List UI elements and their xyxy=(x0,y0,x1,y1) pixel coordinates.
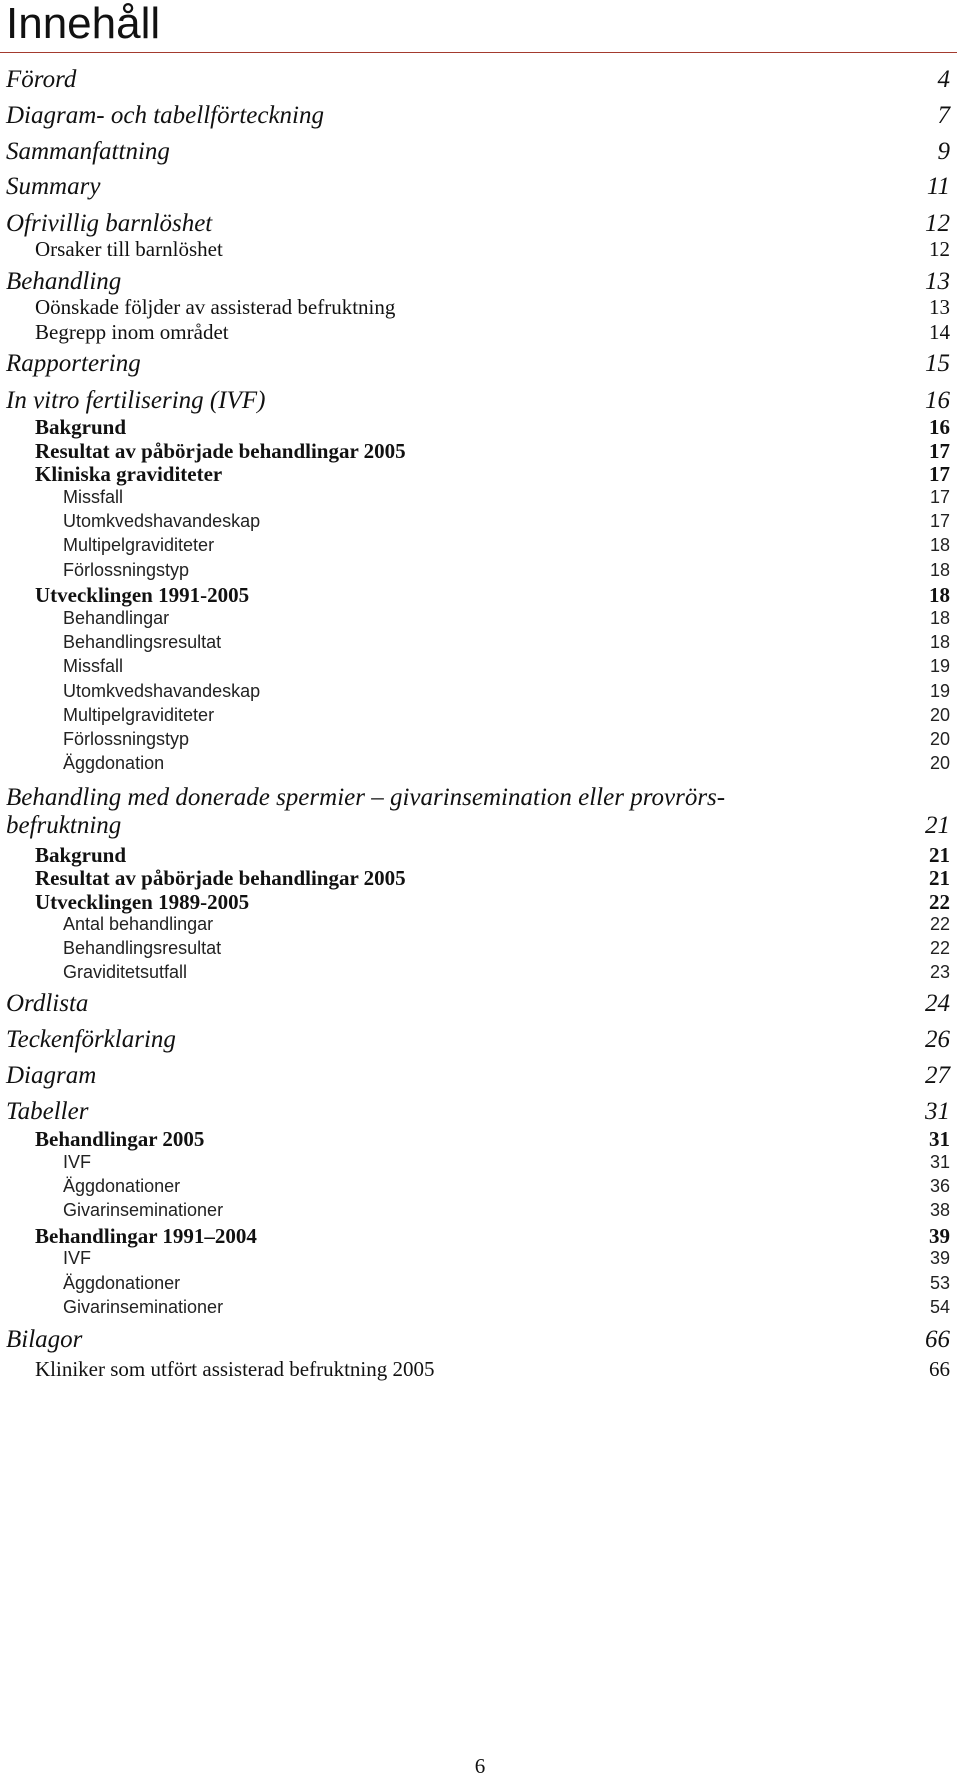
toc-entry[interactable] xyxy=(0,535,950,563)
toc-entry-page: 66 xyxy=(929,1357,950,1381)
toc-entry-page: 21 xyxy=(925,812,950,839)
toc-entry-label: Diagram- och tabellförteckning xyxy=(6,102,324,129)
toc-entry-label: Resultat av påbörjade behandlingar 2005 xyxy=(35,866,406,890)
toc-entry-page: 26 xyxy=(925,1026,950,1053)
toc-entry-page: 18 xyxy=(929,608,950,628)
toc-entry-label: IVF xyxy=(63,1248,92,1268)
toc-entry-label: Förord xyxy=(6,66,77,93)
toc-entry-page: 18 xyxy=(929,583,950,607)
toc-entry-label: Missfall xyxy=(63,487,124,507)
toc-entry[interactable] xyxy=(0,962,950,990)
toc-entry-page: 31 xyxy=(929,1152,950,1172)
toc-entry-label: Äggdonation xyxy=(63,753,165,773)
toc-entry-page: 66 xyxy=(925,1326,950,1353)
toc-entry-label: Givarinseminationer xyxy=(63,1200,224,1220)
toc-entry-label: Kliniker som utfört assisterad befruktning 2005 xyxy=(35,1357,435,1381)
toc-entry[interactable] xyxy=(0,753,950,781)
toc-entry-page: 27 xyxy=(925,1062,950,1089)
toc-entry-page: 15 xyxy=(925,350,950,377)
toc-entry-label: Behandlingsresultat xyxy=(63,938,222,958)
toc-entry-label: Utomkvedshavandeskap xyxy=(63,681,261,701)
toc-entry-page: 21 xyxy=(929,843,950,867)
toc-entry-page: 31 xyxy=(925,1098,950,1125)
toc-entry-label: Bakgrund xyxy=(35,843,127,867)
toc-entry[interactable] xyxy=(0,237,950,265)
toc-entry[interactable] xyxy=(0,173,950,201)
toc-entry[interactable] xyxy=(0,1098,950,1126)
toc-entry-label: Förlossningstyp xyxy=(63,560,190,580)
toc-entry-label: Antal behandlingar xyxy=(63,914,214,934)
toc-entry-page: 24 xyxy=(925,990,950,1017)
toc-entry-label: Tabeller xyxy=(6,1098,89,1125)
toc-entry-page: 31 xyxy=(929,1127,950,1151)
toc-entry-page: 21 xyxy=(929,866,950,890)
title-rule xyxy=(0,52,957,53)
page-number: 6 xyxy=(474,1754,486,1778)
toc-entry[interactable] xyxy=(0,66,950,94)
toc-entry[interactable] xyxy=(0,656,950,684)
toc-entry-label: Rapportering xyxy=(6,350,141,377)
toc-entry[interactable] xyxy=(0,387,950,415)
toc-entry-page: 13 xyxy=(925,268,950,295)
toc-entry-label: IVF xyxy=(63,1152,92,1172)
toc-entry-label: Orsaker till barnlöshet xyxy=(35,237,223,261)
toc-entry-label: Kliniska graviditeter xyxy=(35,462,223,486)
toc-entry-label: Utvecklingen 1989-2005 xyxy=(35,890,250,914)
toc-entry-page: 20 xyxy=(929,729,950,749)
toc-entry[interactable] xyxy=(0,1248,950,1276)
toc-entry-page: 36 xyxy=(929,1176,950,1196)
toc-entry-label: Behandlingsresultat xyxy=(63,632,222,652)
toc-entry-label: In vitro fertilisering (IVF) xyxy=(6,387,266,414)
toc-entry[interactable] xyxy=(0,320,950,348)
toc-entry-label: Oönskade följder av assisterad befruktning xyxy=(35,295,396,319)
toc-entry-page: 39 xyxy=(929,1248,950,1268)
toc-entry-page: 14 xyxy=(929,320,950,344)
toc-entry-page: 9 xyxy=(937,138,950,165)
toc-entry-label: Teckenförklaring xyxy=(6,1026,176,1053)
toc-entry-label: Summary xyxy=(6,173,101,200)
toc-entry-label: Sammanfattning xyxy=(6,138,170,165)
toc-entry[interactable] xyxy=(0,350,950,378)
toc-entry[interactable] xyxy=(0,210,950,238)
toc-entry-page: 23 xyxy=(929,962,950,982)
toc-entry-page: 53 xyxy=(929,1273,950,1293)
toc-entry[interactable] xyxy=(0,1326,950,1354)
toc-entry-label: Missfall xyxy=(63,656,124,676)
toc-entry[interactable] xyxy=(0,583,950,611)
toc-entry-label: Multipelgraviditeter xyxy=(63,705,215,725)
toc-entry[interactable] xyxy=(0,784,950,812)
toc-entry-page: 17 xyxy=(929,439,950,463)
toc-entry-label: Begrepp inom området xyxy=(35,320,229,344)
toc-entry-page: 17 xyxy=(929,462,950,486)
toc-entry-label: Behandling med donerade spermier – givarinsemination eller provrörs- xyxy=(6,784,726,811)
page-title: Innehåll xyxy=(6,0,161,48)
toc-entry-label: Äggdonationer xyxy=(63,1273,181,1293)
toc-entry-label: Bakgrund xyxy=(35,415,127,439)
toc-entry-page: 19 xyxy=(929,681,950,701)
toc-entry-label: Multipelgraviditeter xyxy=(63,535,215,555)
toc-entry-page: 18 xyxy=(929,632,950,652)
toc-entry[interactable] xyxy=(0,1127,950,1155)
toc-entry-label: befruktning xyxy=(6,812,122,839)
toc-entry-page: 22 xyxy=(929,938,950,958)
toc-entry-page: 17 xyxy=(929,511,950,531)
toc-entry-page: 18 xyxy=(929,535,950,555)
toc-entry[interactable] xyxy=(0,1026,950,1054)
toc-entry[interactable] xyxy=(0,1297,950,1325)
toc-entry[interactable] xyxy=(0,138,950,166)
toc-entry-page: 39 xyxy=(929,1224,950,1248)
toc-entry[interactable] xyxy=(0,1357,950,1385)
toc-entry-label: Ofrivillig barnlöshet xyxy=(6,210,213,237)
toc-entry-label: Behandlingar 1991–2004 xyxy=(35,1224,257,1248)
toc-entry-label: Behandlingar 2005 xyxy=(35,1127,205,1151)
toc-entry-page: 12 xyxy=(929,237,950,261)
toc-entry-page: 54 xyxy=(929,1297,950,1317)
toc-entry-label: Behandlingar xyxy=(63,608,170,628)
toc-entry-page: 11 xyxy=(926,173,950,200)
toc-entry-page: 22 xyxy=(929,914,950,934)
toc-entry-label: Utvecklingen 1991-2005 xyxy=(35,583,250,607)
toc-entry-page: 20 xyxy=(929,705,950,725)
toc-entry[interactable] xyxy=(0,812,950,840)
toc-entry-page: 16 xyxy=(925,387,950,414)
toc-entry-page: 38 xyxy=(929,1200,950,1220)
toc-entry-page: 13 xyxy=(929,295,950,319)
toc-entry[interactable] xyxy=(0,462,950,490)
toc-entry-page: 18 xyxy=(929,560,950,580)
toc-entry[interactable] xyxy=(0,295,950,323)
toc-entry-page: 22 xyxy=(929,890,950,914)
toc-entry[interactable] xyxy=(0,990,950,1018)
toc-entry-page: 17 xyxy=(929,487,950,507)
toc-entry-page: 16 xyxy=(929,415,950,439)
toc-entry-label: Diagram xyxy=(6,1062,97,1089)
toc-entry-page: 4 xyxy=(937,66,950,93)
toc-entry[interactable] xyxy=(0,268,950,296)
toc-entry-label: Ordlista xyxy=(6,990,89,1017)
toc-entry-label: Förlossningstyp xyxy=(63,729,190,749)
toc-entry-label: Resultat av påbörjade behandlingar 2005 xyxy=(35,439,406,463)
toc-entry-label: Graviditetsutfall xyxy=(63,962,188,982)
toc-entry-page: 7 xyxy=(937,102,950,129)
toc-entry-label: Bilagor xyxy=(6,1326,83,1353)
toc-entry-label: Utomkvedshavandeskap xyxy=(63,511,261,531)
toc-entry-label: Behandling xyxy=(6,268,122,295)
toc-entry[interactable] xyxy=(0,1062,950,1090)
toc-entry[interactable] xyxy=(0,102,950,130)
toc-entry-label: Äggdonationer xyxy=(63,1176,181,1196)
toc-entry-page: 12 xyxy=(925,210,950,237)
toc-entry-label: Givarinseminationer xyxy=(63,1297,224,1317)
toc-entry-page: 19 xyxy=(929,656,950,676)
toc-entry-page: 20 xyxy=(929,753,950,773)
